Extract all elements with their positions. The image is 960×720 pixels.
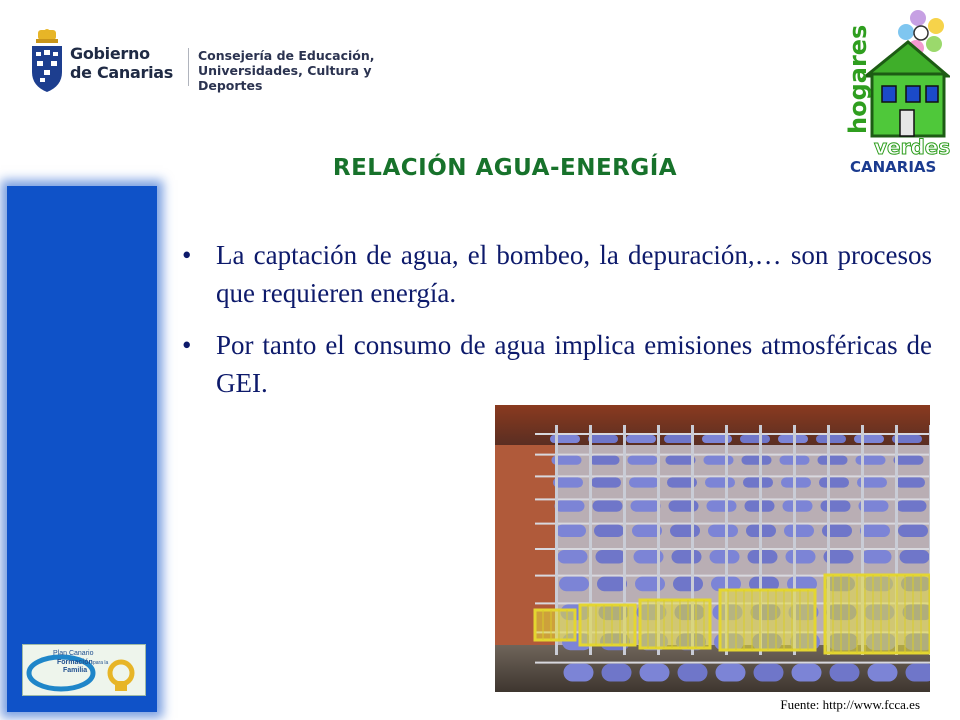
logo-word-hogares: hogares (844, 24, 872, 134)
plan-logo-line1: Plan Canario (53, 650, 94, 657)
header-divider (188, 48, 189, 86)
photo-caption: Fuente: http://www.fcca.es (780, 697, 920, 712)
plan-canario-logo (22, 644, 146, 696)
government-name-line2: de Canarias (70, 63, 173, 82)
bullet-item (182, 326, 932, 402)
department-line2: Universidades, Cultura y Deportes (198, 63, 372, 93)
plan-logo-line4: Familia (63, 667, 88, 674)
bullet-text: La captación de agua, el bombeo, la depuración,… son procesos que requieren energía. (216, 240, 932, 308)
bullet-marker: • (182, 240, 192, 270)
logo-word-canarias: CANARIAS (850, 158, 937, 176)
plan-logo-line3: para la (93, 660, 109, 666)
blue-sidebar (7, 186, 157, 712)
government-name (70, 44, 200, 82)
desalination-plant-photo (495, 405, 930, 692)
bullet-item (182, 236, 932, 312)
crest-icon (26, 28, 68, 94)
bullet-marker: • (182, 330, 192, 360)
hogares-verdes-logo (836, 4, 950, 176)
plan-logo-line2: Formación (57, 659, 93, 666)
government-name-line1: Gobierno (70, 44, 150, 63)
slide-title: RELACIÓN AGUA-ENERGÍA (332, 155, 678, 181)
bullet-text: Por tanto el consumo de agua implica emisiones atmosféricas de GEI. (216, 330, 932, 398)
department-line1: Consejería de Educación, (198, 48, 375, 63)
logo-word-verdes: verdes (874, 135, 950, 159)
government-header (26, 26, 426, 96)
bullet-list (182, 236, 932, 416)
department-name (198, 48, 438, 93)
